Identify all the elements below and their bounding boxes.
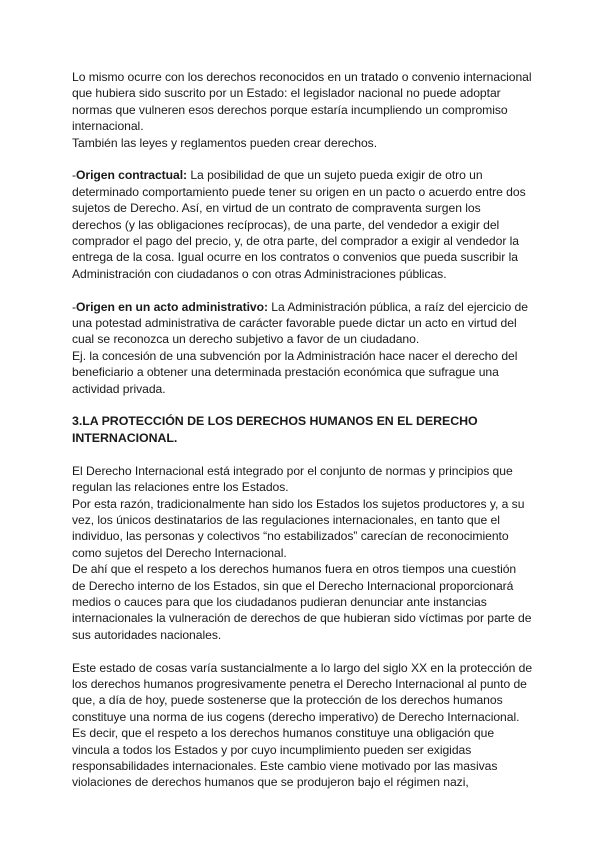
paragraph-administrative-act-origin	[72, 299, 532, 348]
term-administrative-act-origin: Origen en un acto administrativo:	[76, 299, 268, 314]
spacer	[72, 446, 532, 462]
section-heading: 3.LA PROTECCIÓN DE LOS DERECHOS HUMANOS EN EL DERECHO INTERNACIONAL.	[72, 414, 478, 445]
paragraph-contractual-origin	[72, 167, 532, 282]
spacer	[72, 151, 532, 167]
paragraph-example-subsidy: Ej. la concesión de una subvención por la Administración hace nacer el derecho del beneficiario a obtener una determinada prestación económica que sufrague una actividad privada.	[72, 348, 518, 396]
paragraph-states-subjects: Por esta razón, tradicionalmente han sido los Estados los sujetos productores y, a su vez, los únicos destinatarios de las regulaciones internacionales, en tanto que el individuo, las personas y colectivos “no estabilizados” carecían de reconocimiento como sujetos del Derecho Internacional.	[72, 496, 525, 560]
spacer	[72, 282, 532, 298]
paragraph-international-law: El Derecho Internacional está integrado por el conjunto de normas y principios que regulan las relaciones entre los Estados.	[72, 463, 513, 495]
paragraph-laws-rights: También las leyes y reglamentos pueden crear derechos.	[72, 135, 378, 150]
paragraph-twentieth-century: Este estado de cosas varía sustancialmente a lo largo del siglo XX en la protección de los derechos humanos progresivamente penetra el Derecho Internacional al punto de que, a día de hoy, puede sostenerse que la protección de los derechos humanos constituye una norma de ius cogens (derecho imperativo) de Derecho Internacional. Es decir, que el respeto a los derechos humanos constituye una obligación que vincula a todos los Estados y por cuyo incumplimiento pueden ser exigidas responsabilidades internacionales. Este cambio viene motivado por las masivas violaciones de derechos humanos que se produjeron bajo el régimen nazi,	[72, 660, 533, 790]
spacer	[72, 397, 532, 413]
paragraph-treaty-rights: Lo mismo ocurre con los derechos reconocidos en un tratado o convenio internacional que hubiera sido suscrito por un Estado: el legislador nacional no puede adoptar normas que vulneren esos derechos porque estaría incumpliendo un compromiso internacional.	[72, 70, 532, 134]
document-page	[72, 69, 532, 791]
paragraph-internal-law: De ahí que el respeto a los derechos humanos fuera en otros tiempos una cuestión de Derecho interno de los Estados, sin que el Derecho Internacional proporcionará medios o cauces para que los ciudadanos pudieran denunciar ante instancias internacionales la vulneración de derechos de que hubieran sido víctimas por parte de sus autoridades nacionales.	[72, 562, 532, 642]
contractual-origin-text: La posibilidad de que un sujeto pueda exigir de otro un determinado comportamiento puede tener su origen en un pacto o acuerdo entre dos sujetos de Derecho. Así, en virtud de un contrato de compraventa surgen los derechos (y las obligaciones recíprocas), de una parte, del vendedor a exigir del comprador el pago del precio, y, de otra parte, del comprador a exigir al vendedor la entrega de la cosa. Igual ocurre en los contratos o convenios que pueda suscribir la Administración con ciudadanos o con otras Administraciones públicas.	[72, 168, 526, 281]
term-contractual-origin: Origen contractual:	[76, 168, 188, 183]
list-dash: -	[72, 168, 76, 183]
administrative-act-text: La Administración pública, a raíz del ejercicio de una potestad administrativa de carácter favorable puede dictar un acto en virtud del cual se reconozca un derecho subjetivo a favor de un ciudadano.	[72, 299, 528, 347]
spacer	[72, 643, 532, 659]
list-dash: -	[72, 299, 76, 314]
